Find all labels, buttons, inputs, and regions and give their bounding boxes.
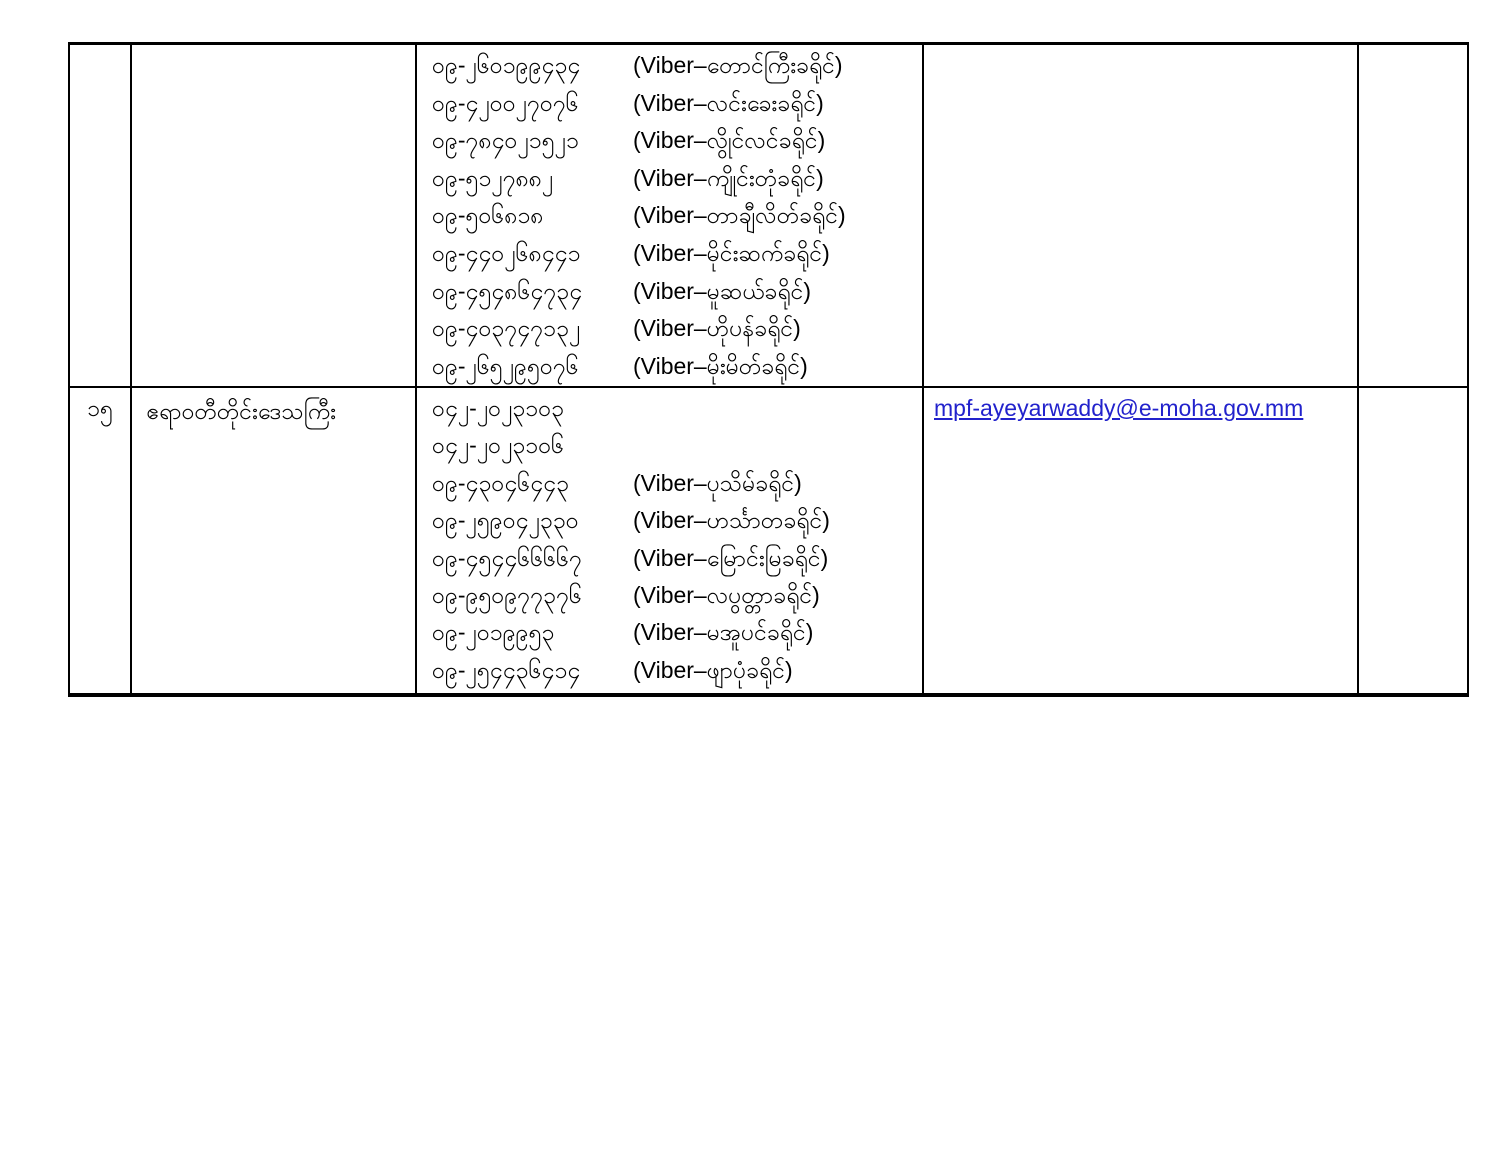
notes-cell bbox=[1359, 388, 1467, 693]
phone-entry bbox=[432, 47, 922, 85]
email-cell bbox=[924, 388, 1359, 693]
phone-number: ၀၉-၂၆၅၂၉၅၀၇၆ bbox=[432, 352, 579, 379]
phone-number: ၀၉-၅၀၆၈၁၈ bbox=[432, 202, 544, 229]
notes-cell bbox=[1359, 45, 1467, 388]
email-link[interactable]: mpf-ayeyarwaddy@e-moha.gov.mm bbox=[934, 395, 1304, 421]
phone-entry bbox=[432, 465, 922, 502]
phone-entry bbox=[432, 235, 922, 273]
viber-label: (Viber–မအူပင်ခရိုင်) bbox=[633, 619, 814, 646]
viber-label: (Viber–ဟိုပန်ခရိုင်) bbox=[633, 315, 801, 342]
row-number-cell bbox=[70, 388, 132, 693]
phone-entry bbox=[432, 540, 922, 577]
region-cell bbox=[132, 45, 417, 388]
phone-entry bbox=[432, 122, 922, 160]
viber-label: (Viber–လပွတ္တာခရိုင်) bbox=[633, 582, 820, 609]
phone-list-cell bbox=[417, 45, 924, 388]
phone-number: ၀၉-၂၅၉၀၄၂၃၃၀ bbox=[432, 507, 579, 534]
email-cell bbox=[924, 45, 1359, 388]
phone-entry bbox=[432, 652, 922, 689]
phone-number: ၀၉-၉၅၀၉၇၇၃၇၆ bbox=[432, 582, 582, 609]
phone-entry bbox=[432, 197, 922, 235]
phone-entry bbox=[432, 273, 922, 311]
row-number-cell bbox=[70, 45, 132, 388]
viber-label: (Viber–ကျိုင်းတုံခရိုင်) bbox=[633, 164, 824, 191]
row-number: ၁၅ bbox=[87, 395, 113, 421]
phone-entry bbox=[432, 614, 922, 651]
phone-entry bbox=[432, 348, 922, 386]
phone-number: ၀၉-၇၈၄၀၂၁၅၂၁ bbox=[432, 127, 579, 154]
phone-number: ၀၉-၄၂၀၀၂၇၀၇၆ bbox=[432, 89, 579, 116]
viber-label: (Viber–လင်းခေးခရိုင်) bbox=[633, 89, 824, 116]
viber-label: (Viber–မူဆယ်ခရိုင်) bbox=[633, 277, 811, 304]
phone-number: ၀၉-၂၀၁၉၉၅၃ bbox=[432, 619, 555, 646]
phone-number: ၀၄၂-၂၀၂၃၁၀၃ bbox=[432, 395, 565, 421]
phone-number: ၀၉-၄၅၄၄၆၆၆၆၇ bbox=[432, 544, 582, 571]
viber-label: (Viber–မိုင်းဆက်ခရိုင်) bbox=[633, 239, 830, 266]
phone-entry bbox=[432, 160, 922, 198]
phone-number: ၀၉-၂၆၀၁၉၉၄၃၄ bbox=[432, 52, 581, 78]
phone-number: ၀၉-၄၃၀၄၆၄၄၃ bbox=[432, 469, 570, 496]
contact-table bbox=[68, 42, 1469, 697]
region-cell bbox=[132, 388, 417, 693]
phone-number: ၀၉-၄၅၄၈၆၄၇၃၄ bbox=[432, 277, 583, 304]
viber-label: (Viber–တောင်ကြီးခရိုင်) bbox=[633, 52, 843, 78]
viber-label: (Viber–မြောင်းမြခရိုင်) bbox=[633, 544, 829, 571]
viber-label: (Viber–မိုးမိတ်ခရိုင်) bbox=[633, 352, 808, 379]
viber-label: (Viber–တာချီလိတ်ခရိုင်) bbox=[633, 202, 846, 229]
phone-entry bbox=[432, 85, 922, 123]
phone-number: ၀၉-၄၀၃၇၄၇၁၃၂ bbox=[432, 315, 581, 342]
phone-entry bbox=[432, 390, 922, 427]
phone-entry bbox=[432, 427, 922, 464]
viber-label: (Viber–လွိုင်လင်ခရိုင်) bbox=[633, 127, 826, 154]
phone-list-cell bbox=[417, 388, 924, 693]
phone-number: ၀၉-၅၁၂၇၈၈၂ bbox=[432, 164, 554, 191]
phone-number: ၀၉-၄၄၀၂၆၈၄၄၁ bbox=[432, 239, 581, 266]
viber-label: (Viber–ပုသိမ်ခရိုင်) bbox=[633, 469, 802, 496]
phone-number: ၀၉-၂၅၄၄၃၆၄၁၄ bbox=[432, 656, 581, 683]
region-name: ဧရာဝတီတိုင်းဒေသကြီး bbox=[146, 398, 336, 424]
phone-entry bbox=[432, 310, 922, 348]
phone-number: ၀၄၂-၂၀၂၃၁၀၆ bbox=[432, 432, 565, 459]
viber-label: (Viber–ဖျာပုံခရိုင်) bbox=[633, 656, 793, 683]
viber-label: (Viber–ဟင်္သာတခရိုင်) bbox=[633, 507, 830, 534]
phone-entry bbox=[432, 502, 922, 539]
phone-entry bbox=[432, 577, 922, 614]
